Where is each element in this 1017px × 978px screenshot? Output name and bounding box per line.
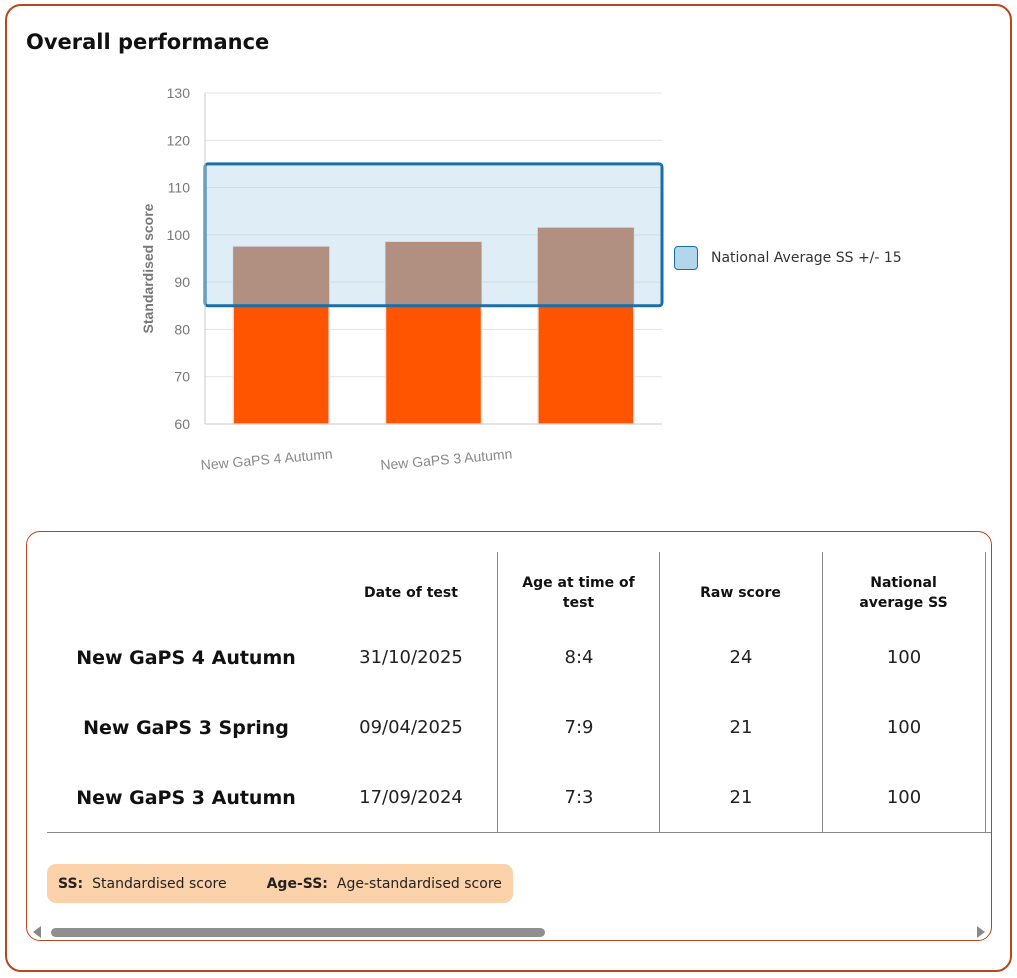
cell-age: 7:9 (564, 717, 594, 738)
legend-swatch (674, 246, 698, 270)
cell-raw-score: 24 (729, 647, 753, 668)
row-name: New GaPS 3 Spring (83, 717, 289, 739)
y-tick-label: 70 (174, 368, 190, 385)
chart-band-group (205, 164, 662, 306)
key-agess-abbr: Age-SS: (266, 875, 328, 892)
row-name: New GaPS 4 Autumn (76, 647, 296, 669)
x-tick-label: New GaPS 3 Autumn (379, 445, 513, 473)
y-tick-label: 90 (174, 274, 190, 291)
y-tick-label: 110 (167, 179, 190, 196)
cell-national-average: 100 (886, 787, 922, 808)
cell-age: 7:3 (564, 787, 594, 808)
horizontal-scrollbar-thumb[interactable] (51, 928, 545, 937)
cell-raw-score: 21 (729, 717, 753, 738)
cell-date: 31/10/2025 (359, 647, 463, 668)
legend-label: National Average SS +/- 15 (711, 250, 902, 266)
cell-national-average: 100 (886, 717, 922, 738)
y-tick-label: 100 (166, 226, 190, 243)
table-bottom-border (47, 832, 992, 833)
x-tick-label: New GaPS 4 Autumn (200, 445, 334, 473)
y-tick-label: 120 (166, 132, 190, 149)
chart-legend[interactable] (674, 246, 902, 270)
page-title: Overall performance (26, 30, 270, 54)
row-name: New GaPS 3 Autumn (76, 787, 296, 809)
cell-national-average: 100 (886, 647, 922, 668)
cell-raw-score: 21 (729, 787, 753, 808)
key-ss-text: Standardised score (92, 875, 227, 892)
y-tick-label: 80 (174, 321, 190, 338)
y-tick-label: 130 (166, 85, 190, 101)
scroll-left-arrow-icon[interactable] (33, 926, 41, 938)
scroll-right-arrow-icon[interactable] (977, 926, 985, 938)
national-average-band (205, 164, 662, 306)
key-agess-text: Age-standardised score (336, 875, 502, 892)
cell-date: 09/04/2025 (359, 717, 463, 738)
abbreviation-key (47, 864, 513, 903)
header-date-of-test: Date of test (364, 585, 458, 601)
results-table (47, 552, 992, 834)
y-tick-label: 60 (174, 416, 190, 432)
y-axis-title: Standardised score (140, 203, 156, 334)
header-raw-score: Raw score (700, 585, 781, 601)
cell-age: 8:4 (564, 647, 594, 668)
column-divider (985, 552, 986, 832)
key-ss-abbr: SS: (58, 875, 84, 892)
header-age-at-time-of-test: Age at time of test (522, 575, 635, 611)
results-table-card (26, 531, 992, 941)
cell-date: 17/09/2024 (359, 787, 463, 808)
header-national-average-ss: National average SS (859, 575, 948, 611)
